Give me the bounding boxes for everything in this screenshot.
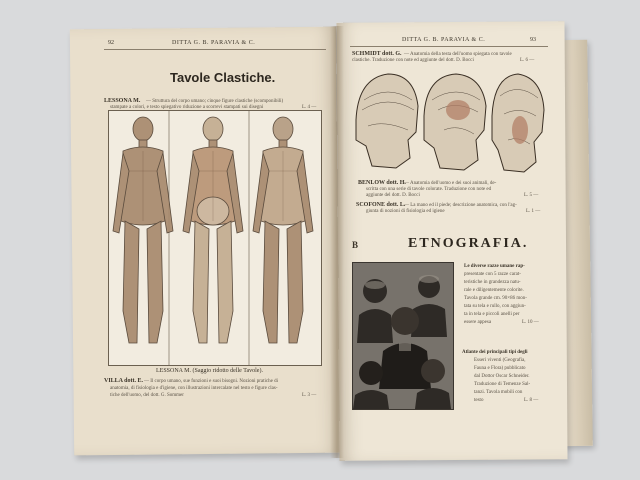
atlas-line: tanzi. Tavola mobili con — [474, 390, 523, 395]
entry-text: — Anatomia della testa dell'uomo spiegata con tavole — [404, 52, 512, 57]
three-head-sections — [348, 70, 546, 178]
entry-price: L. 1 — — [526, 209, 541, 214]
section-letter: B — [352, 240, 359, 250]
atlas-line: Fauna e Flora) pubblicato — [474, 366, 526, 371]
entry-name: SCHMIDT dott. G. — [352, 51, 402, 57]
left-header-rule — [104, 49, 326, 50]
atlas-line: testo — [474, 398, 484, 403]
three-anatomy-figures — [109, 111, 321, 365]
atlas-line: Esseri viventi (Geografia, — [474, 358, 526, 363]
entry-price: L. 6 — — [520, 58, 535, 63]
entry-name: VILLA dott. E. — [104, 378, 144, 384]
left-page-header: DITTA G. B. PARAVIA & C. — [172, 40, 256, 46]
side-text-line: rale e diligentemente colorite. — [464, 288, 524, 293]
atlas-line: Atlante dei principali tipi degli — [462, 350, 528, 355]
entry-text: — La mano ed il piede; descrizione anatomica, con l'ag- — [404, 203, 517, 208]
entry-text: giunta di nozioni di fisiologia ed igiene — [366, 209, 445, 214]
atlas-price: L. 8 — — [524, 398, 539, 403]
entry-text: scritta con una serie di tavole colorate. Traduzione con note ed — [366, 187, 492, 192]
right-page-header: DITTA G. B. PARAVIA & C. — [402, 37, 486, 43]
head-anatomy-illustrations — [348, 70, 546, 178]
right-page-number: 93 — [530, 37, 536, 43]
entry-text: tiche dell'uomo, del dott. G. Sommer — [110, 393, 184, 398]
entry-price: L. 3 — — [302, 393, 317, 398]
left-page-number: 92 — [108, 40, 114, 46]
entry-text: aggiunte del dott. D. Bocci — [366, 193, 420, 198]
portraits-of-human-races — [353, 263, 453, 409]
side-text-line: Le diverse razze umane rap- — [464, 264, 525, 269]
entry-text: anatomia, di fisiologia e d'igiene, con illustrazioni intercalate nel testo e figure clas- — [110, 386, 278, 391]
side-text-line: essere appesa — [464, 320, 492, 325]
side-text-line: tata su tela e rullo, con aggiun- — [464, 304, 526, 309]
plate-caption: LESSONA M. (Saggio ridotto delle Tavole). — [156, 368, 263, 374]
anatomical-plate — [108, 110, 322, 366]
section-title: ETNOGRAFIA. — [408, 236, 529, 251]
entry-text: — Struttura del corpo umano; cinque figure clastiche (scomponibili) — [146, 99, 284, 104]
side-text-line: Tavola grande cm. 90×86 mon- — [464, 296, 527, 301]
entry-text: clastiche. Traduzione con note ed aggiunte del dott. D. Bocci — [352, 58, 474, 63]
atlas-line: dal Dottor Oscar Schneider. — [474, 374, 530, 379]
entry-text: — Anatomia dell'uomo e dei suoi animali, de- — [404, 181, 497, 186]
entry-name: LESSONA M. — [104, 98, 141, 104]
entry-name: BENLOW dott. H. — [358, 180, 406, 186]
entry-text: — Il corpo umano, sue funzioni e suoi bisogni. Nozioni pratiche di — [144, 379, 279, 384]
entry-price: L. 4 — — [302, 105, 317, 110]
side-text-line: presentate con 5 razze carat- — [464, 272, 521, 277]
side-text-line: ta in tela e piccoli anelli per — [464, 312, 520, 317]
book-gutter — [330, 26, 344, 458]
entry-price: L. 5 — — [524, 193, 539, 198]
entry-text: stampate a colori, e testo spiegativo riduzione a scorrevi stampati sui disegni — [110, 105, 264, 110]
left-heading: Tavole Clastiche. — [170, 70, 276, 85]
ethnographic-portrait-plate — [352, 262, 454, 410]
atlas-line: Traduzione di Temenze Sal- — [474, 382, 531, 387]
side-text-line: teristiche in grandezza natu- — [464, 280, 521, 285]
right-header-rule — [350, 46, 548, 47]
side-text-price: L. 10 — — [522, 320, 539, 325]
entry-name: SCOFONE dott. L. — [356, 202, 406, 208]
